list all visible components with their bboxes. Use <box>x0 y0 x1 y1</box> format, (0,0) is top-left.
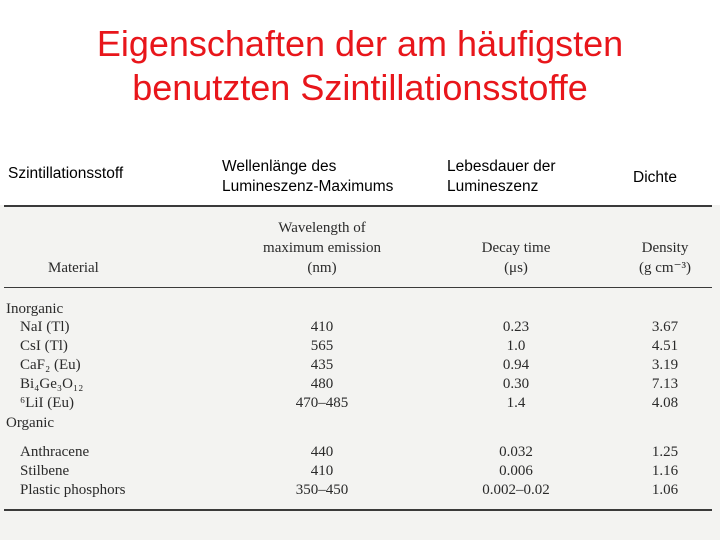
table-header-rule <box>4 287 712 288</box>
cell-wavelength: 350–450 <box>295 482 349 498</box>
scanned-table <box>0 205 720 540</box>
header-decay-line-2: Lumineszenz <box>447 178 539 195</box>
cell-wavelength: 440 <box>310 444 334 460</box>
cell-material: ⁶LiI (Eu) <box>20 395 74 411</box>
cell-density: 4.08 <box>651 395 679 411</box>
cell-material: CaF₂ (Eu) <box>20 357 81 373</box>
header-density: Dichte <box>633 169 677 186</box>
table-bottom-rule <box>4 509 712 511</box>
cell-density: 1.25 <box>651 444 679 460</box>
cell-wavelength: 470–485 <box>295 395 349 411</box>
cell-material: Anthracene <box>20 444 90 460</box>
cell-wavelength: 410 <box>310 463 334 479</box>
cell-wavelength: 435 <box>310 357 334 373</box>
header-material: Szintillationsstoff <box>8 165 124 182</box>
slide-title-line-2: benutzten Szintillationsstoffe <box>132 67 588 108</box>
group-label-inorganic: Inorganic <box>6 301 64 317</box>
col-header-decay-2: (μs) <box>504 260 528 276</box>
cell-decay: 1.0 <box>506 338 526 354</box>
header-wavelength-line-2: Lumineszenz-Maximums <box>222 178 394 195</box>
cell-decay: 0.006 <box>499 463 533 479</box>
cell-wavelength: 480 <box>310 376 334 392</box>
col-header-wavelength-2: maximum emission <box>263 240 381 256</box>
header-decay <box>447 157 556 197</box>
cell-material: Stilbene <box>20 463 70 479</box>
slide-title-line-1: Eigenschaften der am häufigsten <box>96 23 624 64</box>
cell-material: NaI (Tl) <box>20 319 70 335</box>
header-wavelength <box>222 157 393 197</box>
cell-wavelength: 410 <box>310 319 334 335</box>
cell-decay: 0.30 <box>502 376 530 392</box>
cell-material: Plastic phosphors <box>20 482 126 498</box>
cell-material: CsI (Tl) <box>20 338 68 354</box>
cell-material: Bi₄Ge₃O₁₂ <box>20 376 84 392</box>
cell-density: 7.13 <box>651 376 679 392</box>
cell-decay: 0.002–0.02 <box>482 482 550 498</box>
slide-title <box>0 22 720 110</box>
cell-decay: 0.032 <box>499 444 533 460</box>
cell-density: 3.67 <box>651 319 679 335</box>
cell-density: 1.16 <box>651 463 679 479</box>
col-header-density-2: (g cm⁻³) <box>639 260 691 276</box>
table-top-rule <box>4 205 712 207</box>
col-header-wavelength-1: Wavelength of <box>278 220 366 236</box>
cell-density: 1.06 <box>651 482 679 498</box>
group-label-organic: Organic <box>6 415 55 431</box>
header-wavelength-line-1: Wellenlänge des <box>222 158 337 175</box>
col-header-density-1: Density <box>641 240 689 256</box>
cell-density: 3.19 <box>651 357 679 373</box>
col-header-decay-1: Decay time <box>481 240 551 256</box>
cell-wavelength: 565 <box>310 338 334 354</box>
cell-density: 4.51 <box>651 338 679 354</box>
cell-decay: 0.23 <box>502 319 530 335</box>
header-decay-line-1: Lebesdauer der <box>447 158 556 175</box>
cell-decay: 0.94 <box>502 357 530 373</box>
col-header-material: Material <box>48 260 99 276</box>
cell-decay: 1.4 <box>506 395 526 411</box>
col-header-wavelength-3: (nm) <box>307 260 337 276</box>
